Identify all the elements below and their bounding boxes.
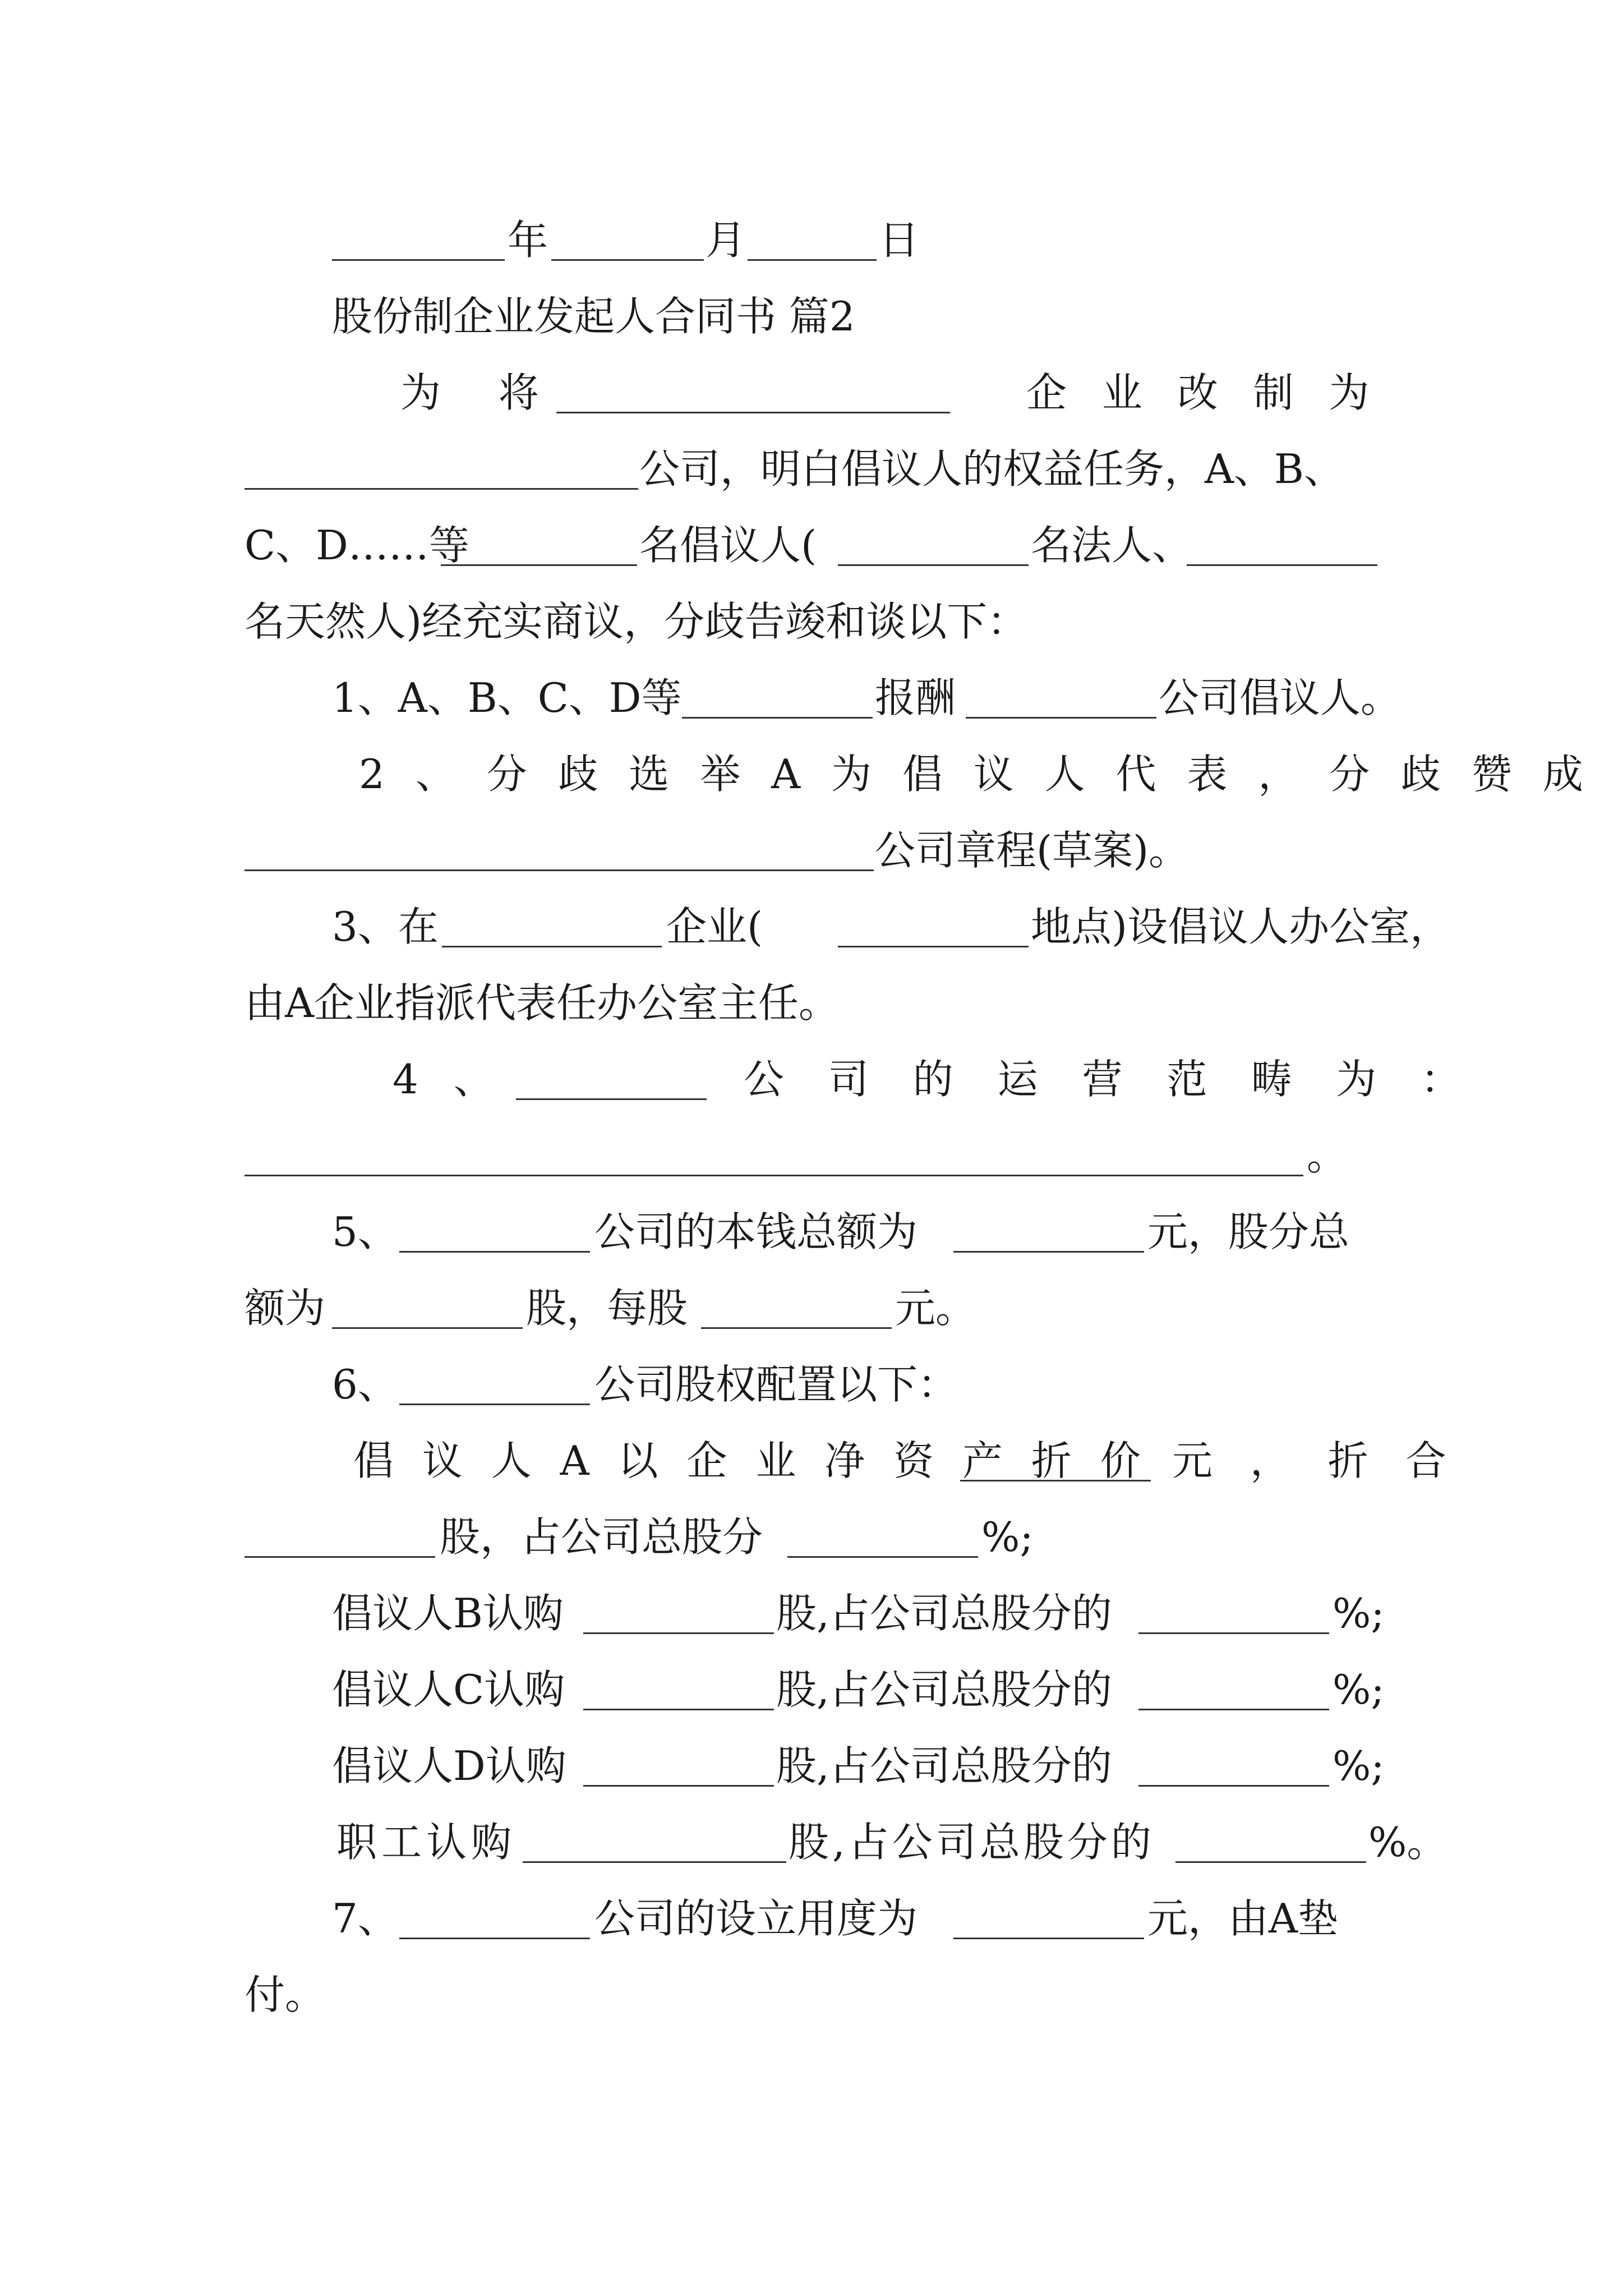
clause-text: 报酬 xyxy=(875,674,956,721)
clause7-cost-blank[interactable] xyxy=(953,1938,1144,1939)
clause-text: 。 xyxy=(1307,1132,1348,1179)
clause-4 xyxy=(0,1040,1623,1119)
clause5-capital-blank[interactable] xyxy=(953,1251,1144,1253)
clause-1 xyxy=(0,659,1623,737)
clause-text: 公司的设立用度为 xyxy=(594,1895,918,1942)
intro-text: 企 业 改 制 为 xyxy=(1026,369,1381,416)
clause-text: 6、 xyxy=(332,1361,398,1408)
clause-text: 元，由A垫 xyxy=(1147,1895,1338,1942)
clause3-enterprise-blank[interactable] xyxy=(442,946,662,947)
clause-text: 7、 xyxy=(332,1895,398,1942)
clause-6-promoter-d xyxy=(0,1727,1623,1805)
clause-7 xyxy=(0,1879,1623,1958)
clause-text: 4 、 xyxy=(393,1056,505,1103)
staff-pct-blank[interactable] xyxy=(1175,1861,1366,1863)
promoter-c-shares-blank[interactable] xyxy=(583,1709,774,1710)
clause-4-line-2 xyxy=(0,1116,1623,1195)
intro-line-3 xyxy=(0,506,1623,585)
heading-text: 股份制企业发起人合同书 篇2 xyxy=(332,293,855,340)
month-label: 月 xyxy=(706,217,746,264)
clause3-address-blank[interactable] xyxy=(838,946,1029,947)
natural-person-count-blank[interactable] xyxy=(1187,564,1377,566)
clause-text: 倡 议 人 A 以 企 业 净 资 产 折 价 xyxy=(353,1437,1149,1484)
clause-5 xyxy=(0,1193,1623,1271)
clause-text: 股,占公司总股分的 xyxy=(776,1742,1112,1789)
clause-text: 股,占公司总股分的 xyxy=(776,1666,1112,1713)
clause5-per-share-blank[interactable] xyxy=(701,1327,892,1329)
clause-6-promoter-a-line-2 xyxy=(0,1498,1623,1576)
clause-text: 元，股分总 xyxy=(1147,1208,1350,1255)
clause-2 xyxy=(0,735,1623,813)
clause-text: 公 司 的 运 营 范 畴 为 ： xyxy=(744,1056,1477,1103)
clause-text: 企业( xyxy=(666,903,763,950)
clause-6 xyxy=(0,1345,1623,1424)
staff-shares-blank[interactable] xyxy=(523,1861,786,1863)
clause2-company-blank[interactable] xyxy=(245,869,874,871)
clause1-blank-2[interactable] xyxy=(966,717,1156,719)
clause5-company-blank[interactable] xyxy=(399,1251,590,1253)
intro-text: 公司，明白倡议人的权益任务，A、B、 xyxy=(639,445,1344,493)
clause-text: 1、A、B、C、D等 xyxy=(332,674,682,721)
clause-text: 公司的本钱总额为 xyxy=(594,1208,918,1255)
intro-line-4 xyxy=(0,582,1623,661)
intro-text: 名天然人)经充实商议，分歧告竣和谈以下： xyxy=(245,598,1028,645)
clause-text: 倡议人D认购 xyxy=(332,1742,566,1789)
month-blank[interactable] xyxy=(551,259,704,261)
promoter-d-pct-blank[interactable] xyxy=(1138,1785,1329,1787)
promoter-a-value-blank[interactable] xyxy=(960,1480,1151,1481)
clause-text: 元。 xyxy=(895,1285,976,1332)
clause-3-line-2 xyxy=(0,964,1623,1042)
clause-6-promoter-a xyxy=(0,1421,1623,1500)
day-label: 日 xyxy=(879,217,920,264)
year-label: 年 xyxy=(508,217,548,264)
legal-person-count-blank[interactable] xyxy=(838,564,1029,566)
intro-text: 为 将 xyxy=(400,369,561,416)
clause-6-staff xyxy=(0,1803,1623,1881)
intro-line-2 xyxy=(0,430,1623,508)
clause-text: 公司倡议人。 xyxy=(1159,674,1401,721)
promoter-b-pct-blank[interactable] xyxy=(1138,1632,1329,1634)
clause-text: 倡议人B认购 xyxy=(332,1590,564,1637)
clause-text: 2 、 分 歧 选 举 A 为 倡 议 人 代 表 ， 分 歧 赞 成 xyxy=(359,751,1592,798)
date-line xyxy=(0,201,1623,279)
clause-2-line-2 xyxy=(0,811,1623,890)
promoter-count-blank[interactable] xyxy=(441,564,637,566)
clause-text: 元 ， 折 合 xyxy=(1172,1437,1459,1484)
promoter-a-pct-blank[interactable] xyxy=(787,1556,978,1558)
clause-text: 公司股权配置以下： xyxy=(594,1361,958,1408)
intro-text: C、D……等 xyxy=(245,522,469,569)
promoter-b-shares-blank[interactable] xyxy=(583,1632,774,1634)
clause-text: %; xyxy=(1332,1666,1385,1713)
clause5-shares-blank[interactable] xyxy=(332,1327,523,1329)
intro-text: 名倡议人( xyxy=(639,522,817,569)
promoter-d-shares-blank[interactable] xyxy=(583,1785,774,1787)
clause-5-line-2 xyxy=(0,1269,1623,1347)
clause-text: 3、在 xyxy=(332,903,439,950)
clause-text: 股,占公司总股分的 xyxy=(776,1590,1112,1637)
clause7-company-blank[interactable] xyxy=(399,1938,590,1939)
intro-line-1 xyxy=(0,353,1623,432)
clause-7-line-2 xyxy=(0,1955,1623,2034)
clause6-company-blank[interactable] xyxy=(399,1404,590,1405)
clause-3 xyxy=(0,887,1623,966)
clause-text: %; xyxy=(1332,1590,1385,1637)
new-company-blank[interactable] xyxy=(245,488,638,490)
clause-text: 股，每股 xyxy=(526,1285,688,1332)
clause-text: %; xyxy=(1332,1742,1385,1789)
clause-text: %; xyxy=(981,1513,1034,1561)
clause-text: 5、 xyxy=(332,1208,398,1255)
promoter-a-shares-blank[interactable] xyxy=(245,1556,435,1558)
clause-text: 股,占公司总股分的 xyxy=(789,1819,1155,1866)
clause4-company-blank[interactable] xyxy=(516,1098,707,1100)
clause4-scope-blank[interactable] xyxy=(245,1175,1303,1176)
clause-text: 额为 xyxy=(245,1285,326,1332)
document-heading xyxy=(0,277,1623,356)
clause-text: 股，占公司总股分 xyxy=(440,1513,763,1561)
clause-text: %。 xyxy=(1368,1819,1447,1866)
clause-text: 付。 xyxy=(245,1971,326,2018)
company-name-blank[interactable] xyxy=(556,412,950,413)
clause1-blank-1[interactable] xyxy=(682,717,873,719)
day-blank[interactable] xyxy=(748,259,877,261)
clause-6-promoter-c xyxy=(0,1650,1623,1729)
intro-text: 名法人、 xyxy=(1031,522,1193,569)
year-blank[interactable] xyxy=(332,259,505,261)
clause-text: 公司章程(草案)。 xyxy=(875,827,1189,874)
clause-text: 地点)设倡议人办公室， xyxy=(1031,903,1451,950)
clause-text: 职工认购 xyxy=(336,1819,517,1866)
clause-text: 由A企业指派代表任办公室主任。 xyxy=(245,979,839,1027)
promoter-c-pct-blank[interactable] xyxy=(1138,1709,1329,1710)
clause-6-promoter-b xyxy=(0,1574,1623,1653)
clause-text: 倡议人C认购 xyxy=(332,1666,565,1713)
